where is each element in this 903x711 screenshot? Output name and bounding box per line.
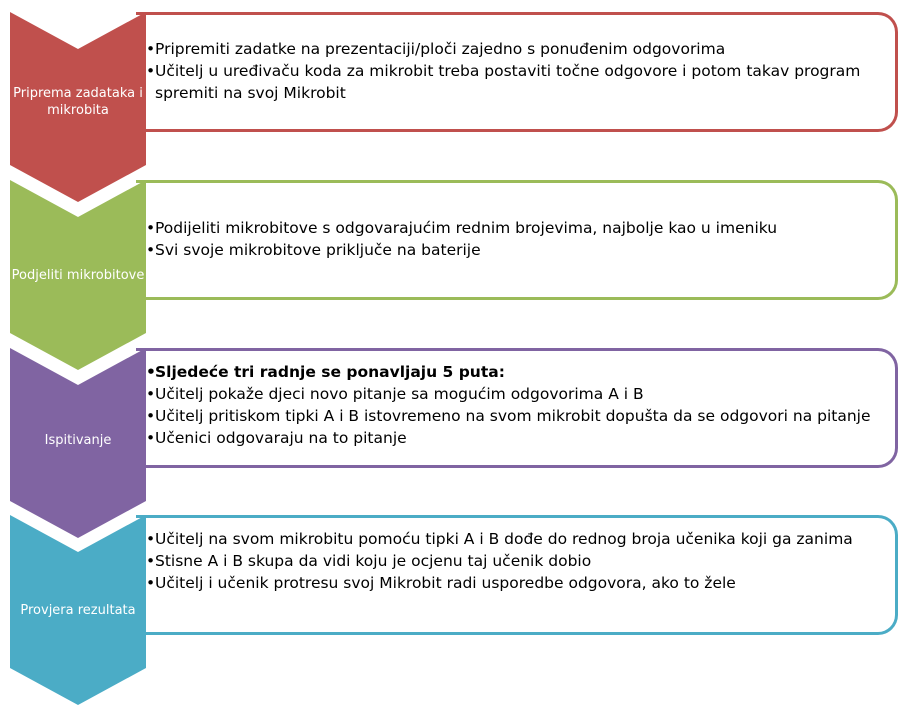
step-1-item-1: • Pripremiti zadatke na prezentaciji/ploči zajedno s ponuđenim odgovorima [146,38,886,60]
step-1-bullets [146,38,886,104]
step-3-item-1: • Sljedeće tri radnje se ponavljaju 5 puta: [146,361,886,383]
step-2-label: Podjeliti mikrobitove [11,267,145,283]
step-4-item-2: • Stisne A i B skupa da vidi koju je ocjenu taj učenik dobio [146,550,886,572]
step-3-item-2: • Učitelj pokaže djeci novo pitanje sa mogućim odgovorima A i B [146,383,886,405]
step-4-bullets [146,528,886,594]
step-1-item-2: • Učitelj u uređivaču koda za mikrobit treba postaviti točne odgovore i potom takav program spremiti na svoj Mikrobit [146,60,886,104]
step-4-item-1: • Učitelj na svom mikrobitu pomoću tipki A i B dođe do rednog broja učenika koji ga zanima [146,528,886,550]
step-2-bullets [146,217,886,261]
step-4-item-3: • Učitelj i učenik protresu svoj Mikrobit radi usporedbe odgovora, ako to žele [146,572,886,594]
step-3-label: Ispitivanje [44,432,112,448]
step-1-label: Priprema zadataka i mikrobita [13,86,143,118]
step-3-item-4: • Učenici odgovaraju na to pitanje [146,427,886,449]
step-3-item-3: • Učitelj pritiskom tipki A i B istovremeno na svom mikrobit dopušta da se odgovori na pitanje [146,405,886,427]
step-2-item-2: • Svi svoje mikrobitove priključe na baterije [146,239,886,261]
step-4-label: Provjera rezultata [20,602,136,618]
step-3-bullets [146,361,886,449]
step-2-item-1: • Podijeliti mikrobitove s odgovarajućim rednim brojevima, najbolje kao u imeniku [146,217,886,239]
